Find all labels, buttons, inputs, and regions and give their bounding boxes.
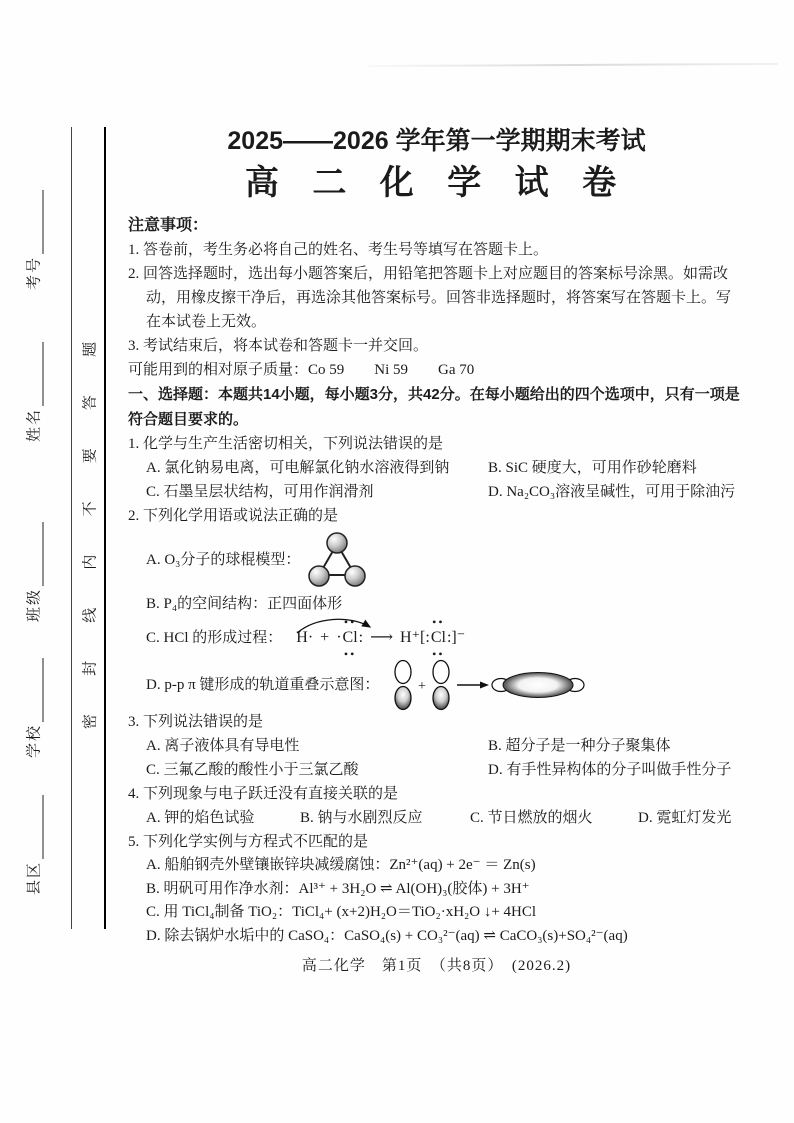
question-5-option-a: A. 船舶钢壳外壁镶嵌锌块减缓腐蚀：Zn²⁺(aq) + 2e⁻ ＝ Zn(s) xyxy=(146,857,536,873)
question-2-stem: 2. 下列化学用语或说法正确的是 xyxy=(128,508,339,524)
question-4-option-c: C. 节日燃放的烟火 xyxy=(470,810,593,826)
school-label: 学校 xyxy=(26,723,43,759)
question-2-option-d xyxy=(128,660,745,710)
notice-item-2: 2. 回答选择题时，选出每小题答案后，用铅笔把答题卡上对应题目的答案标号涂黑。如需改动，用橡皮擦干净后，再选涂其他答案标号。回答非选择题时，将答案写在答题卡上。写在本试卷上无效。 xyxy=(128,266,732,330)
question-3-stem: 3. 下列说法错误的是 xyxy=(128,714,264,730)
question-1-options xyxy=(128,456,745,504)
question-3-option-a: A. 离子液体具有导电性 xyxy=(146,738,300,754)
lewis-h-atom: H· xyxy=(296,629,314,646)
lewis-plus: + xyxy=(320,629,330,646)
question-4-stem: 4. 下列现象与电子跃迁没有直接关联的是 xyxy=(128,786,399,802)
lewis-cl-left-dot: · xyxy=(336,629,342,646)
class-label: 班级 xyxy=(26,587,43,623)
question-5-option-d: D. 除去锅炉水垢中的 CaSO₄：CaSO₄(s) + CO₃²⁻(aq) ⇌ CaCO₃(s)+SO₄²⁻(aq) xyxy=(146,927,628,944)
question-1-option-d: D. Na₂CO₃溶液呈碱性，可用于除油污 xyxy=(488,484,736,500)
lewis-product-pre: H⁺[: xyxy=(400,629,430,646)
county-label: 县区 xyxy=(26,860,43,896)
question-4-options xyxy=(128,806,745,830)
question-3-option-c: C. 三氟乙酸的酸性小于三氯乙酸 xyxy=(146,762,359,778)
notice-item-3: 3. 考试结束后，将本试卷和答题卡一并交回。 xyxy=(128,338,429,354)
lewis-product-post: :]⁻ xyxy=(446,629,466,646)
svg-text:+: + xyxy=(418,679,427,694)
exam-number-label: 考号 xyxy=(26,255,43,291)
question-5-stem: 5. 下列化学实例与方程式不匹配的是 xyxy=(128,834,369,850)
question-2-option-d-label: D. p-p π 键形成的轨道重叠示意图： xyxy=(146,677,380,693)
seal-border-inner-line xyxy=(71,127,72,929)
seal-border-outer-line xyxy=(104,127,106,929)
question-3 xyxy=(128,710,745,782)
question-1-option-b: B. SiC 硬度大，可用作砂轮磨料 xyxy=(488,460,697,476)
question-5 xyxy=(128,830,745,948)
question-4-option-b: B. 钠与水剧烈反应 xyxy=(300,810,423,826)
scan-artifact-line xyxy=(368,63,778,67)
question-1 xyxy=(128,432,745,504)
notice-heading: 注意事项： xyxy=(128,217,209,234)
question-1-option-a: A. 氯化钠易电离，可电解氯化钠水溶液得到钠 xyxy=(146,460,450,476)
electron-dots: •• xyxy=(432,615,445,629)
exam-session-title: 2025——2026 学年第一学期期末考试 xyxy=(227,127,646,155)
notice-item-1: 1. 答卷前，考生务必将自己的姓名、考生号等填写在答题卡上。 xyxy=(128,242,549,258)
hcl-formation-figure xyxy=(296,615,466,661)
question-2-option-a-label: A. O₃分子的球棍模型： xyxy=(146,552,301,568)
question-2-option-b: B. P₄的空间结构：正四面体形 xyxy=(146,596,343,612)
question-1-stem: 1. 化学与生产生活密切相关，下列说法错误的是 xyxy=(128,436,444,452)
question-2-option-a xyxy=(128,528,745,592)
electron-dots: •• xyxy=(343,615,357,629)
lewis-cl-atom: Cl •• •• xyxy=(342,615,358,661)
class-blank xyxy=(29,522,44,586)
question-3-option-b: B. 超分子是一种分子聚集体 xyxy=(488,738,671,754)
o3-ball-stick-figure xyxy=(306,531,368,589)
p-orbital-overlap-figure xyxy=(385,659,589,711)
question-5-option-c: C. 用 TiCl₄制备 TiO₂：TiCl₄+ (x+2)H₂O＝TiO₂·xH₂O ↓+ 4HCl xyxy=(146,904,537,920)
question-1-option-c: C. 石墨呈层状结构，可用作润滑剂 xyxy=(146,484,374,500)
county-blank xyxy=(29,795,44,859)
question-2-option-c xyxy=(128,616,745,660)
question-2 xyxy=(128,504,745,710)
question-5-option-b: B. 明矾可用作净水剂：Al³⁺ + 3H₂O ⇌ Al(OH)₃(胶体) + 3H⁺ xyxy=(146,880,530,897)
page-footer: 高二化学 第1页 （共8页） (2026.2) xyxy=(301,958,572,974)
electron-dots: •• xyxy=(432,647,445,661)
exam-number-blank xyxy=(29,190,44,254)
seal-text: 密 封 线 内 不 要 答 题 xyxy=(81,324,99,730)
question-4-option-d: D. 霓虹灯发光 xyxy=(638,810,732,826)
question-3-option-d: D. 有手性异构体的分子叫做手性分子 xyxy=(488,762,732,778)
lewis-cl-right-pair: : xyxy=(358,629,364,646)
reaction-arrow: ⟶ xyxy=(370,629,394,646)
question-4-option-a: A. 钾的焰色试验 xyxy=(146,810,255,826)
question-3-options xyxy=(128,734,745,782)
paper-title: 高 二 化 学 试 卷 xyxy=(244,164,629,202)
question-4 xyxy=(128,782,745,830)
section-heading: 一、选择题：本题共14小题，每小题3分，共42分。在每小题给出的四个选项中，只有一项是符合题目要求的。 xyxy=(128,386,740,428)
lewis-product-cl-atom: Cl •• •• xyxy=(430,615,446,661)
atomic-mass-note: 可能用到的相对原子质量：Co 59 Ni 59 Ga 70 xyxy=(128,362,475,378)
name-blank xyxy=(29,342,44,406)
school-blank xyxy=(29,658,44,722)
exam-paper-content xyxy=(128,126,745,978)
question-2-option-c-label: C. HCl 的形成过程： xyxy=(146,630,283,646)
electron-dots: •• xyxy=(343,647,357,661)
name-label: 姓名 xyxy=(26,407,43,443)
